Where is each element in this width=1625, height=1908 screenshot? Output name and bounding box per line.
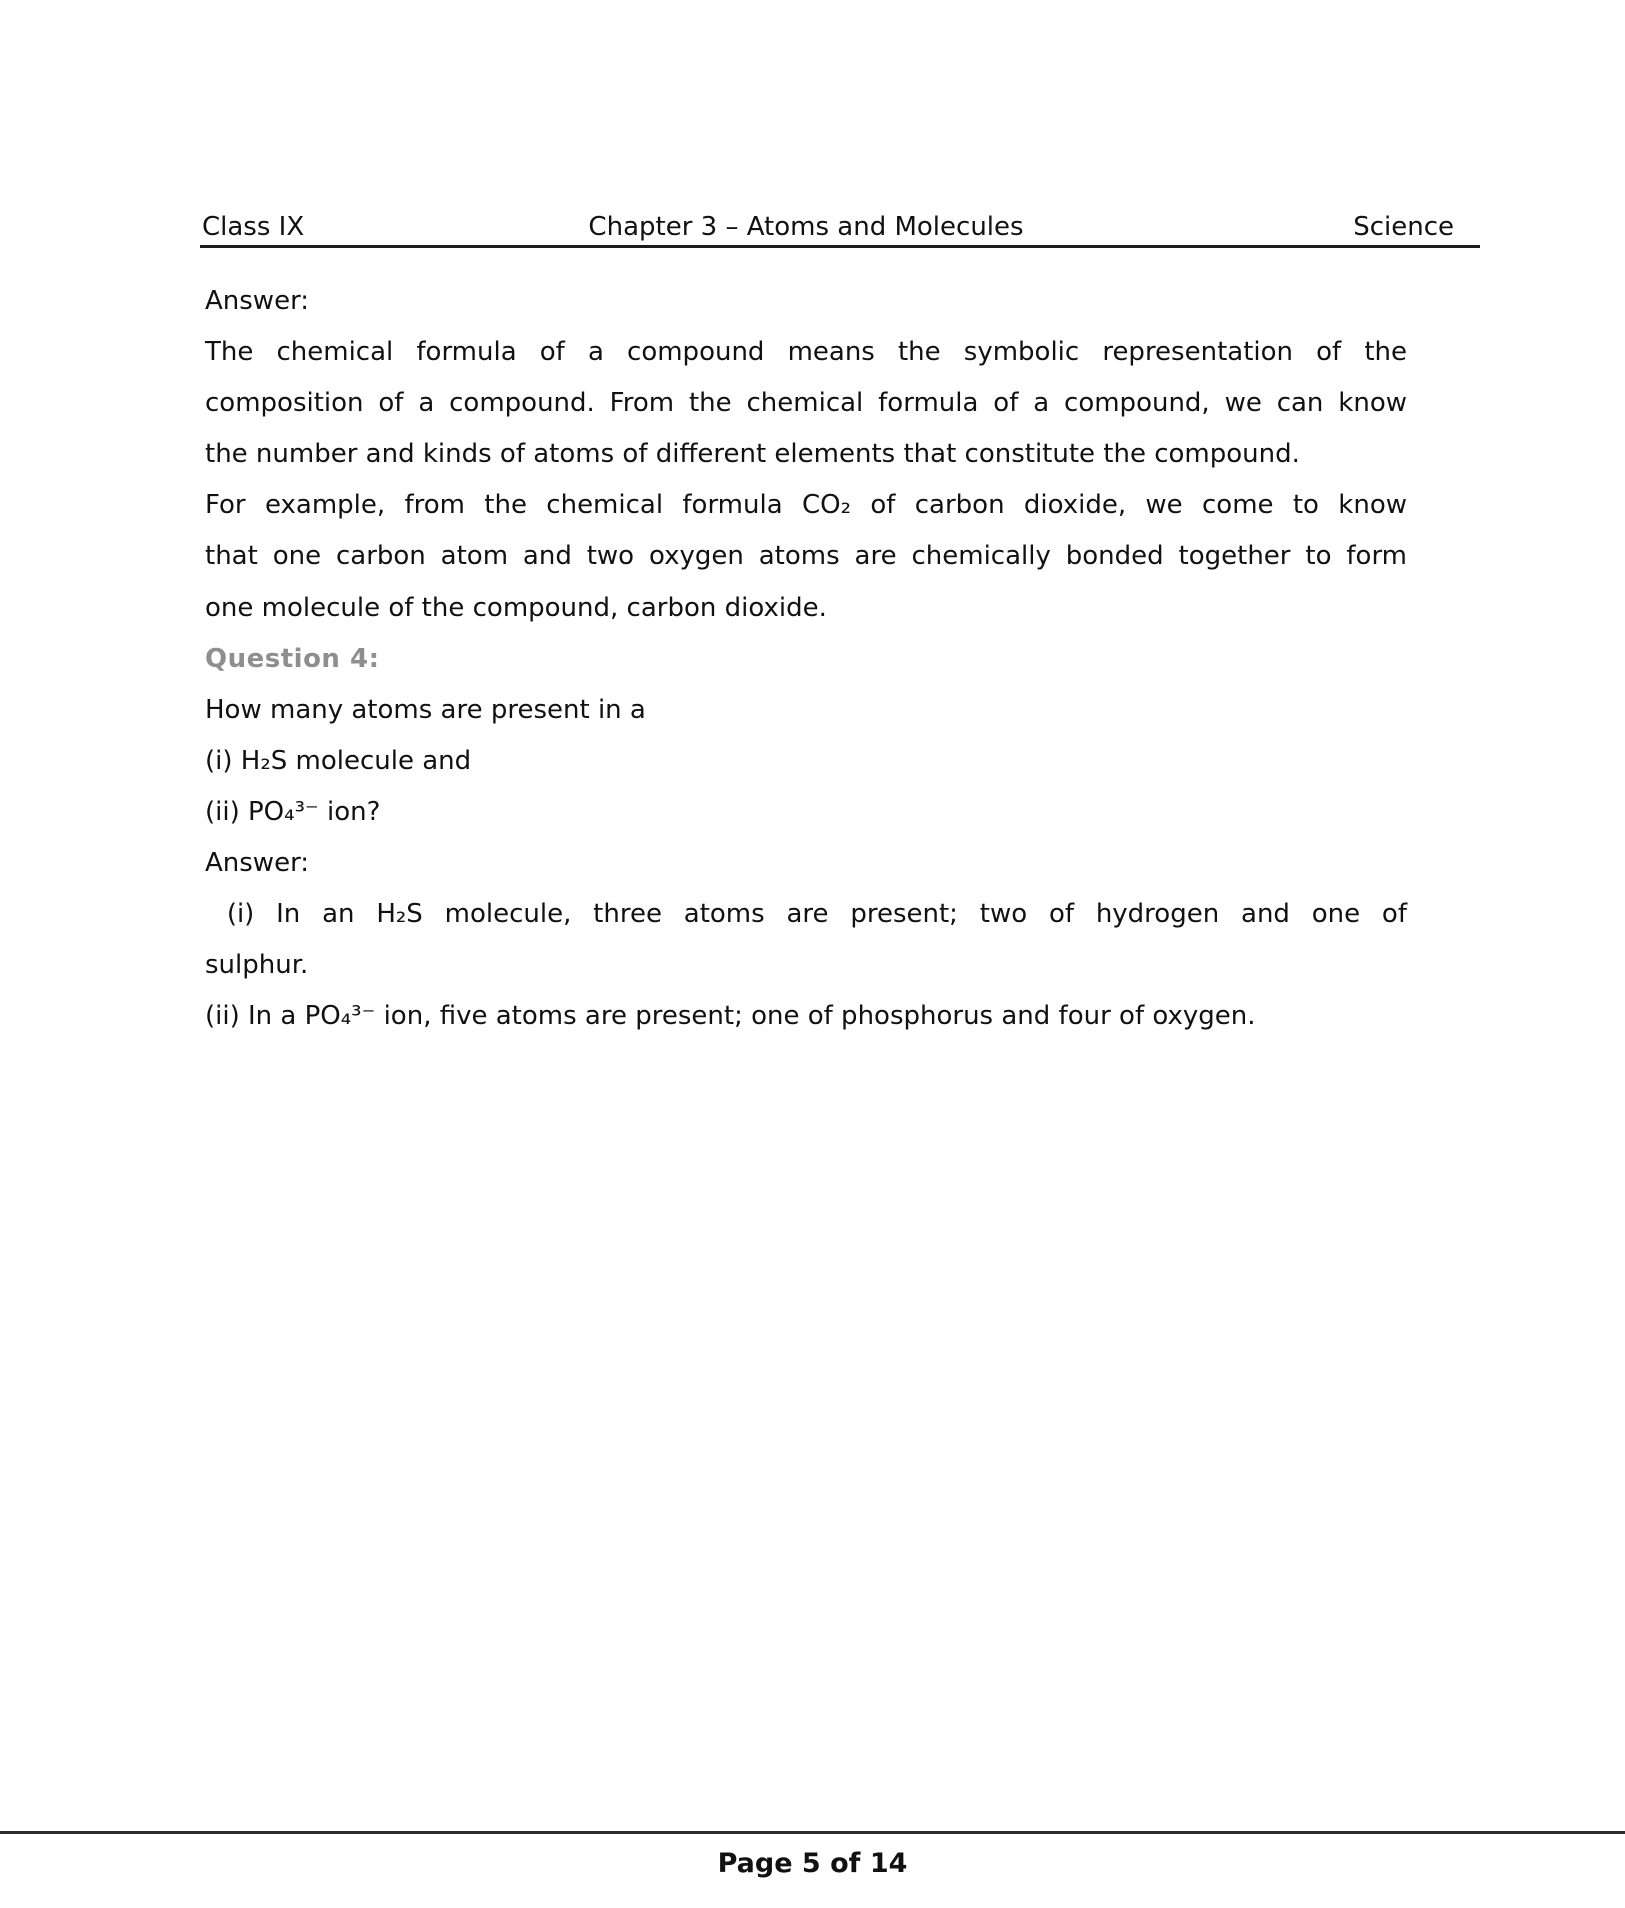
text-line: that one carbon atom and two oxygen atoms are chemically bonded together to form	[205, 541, 1407, 572]
header-class-label: Class IX	[202, 212, 305, 242]
header-subject-label: Science	[1353, 212, 1454, 242]
text-line: the number and kinds of atoms of different elements that constitute the compound.	[205, 439, 1300, 470]
page-number: Page 5 of 14	[717, 1848, 908, 1879]
page-header	[200, 209, 1480, 248]
text-line: For example, from the chemical formula CO₂ of carbon dioxide, we come to know	[205, 490, 1407, 521]
answer-text-line: (ii) In a PO₄³⁻ ion, five atoms are present; one of phosphorus and four of oxygen.	[205, 1001, 1256, 1032]
question-text-line: How many atoms are present in a	[205, 694, 646, 725]
question-4-heading: Question 4:	[205, 643, 380, 674]
answer-label: Answer:	[205, 848, 310, 879]
header-chapter-title: Chapter 3 – Atoms and Molecules	[588, 212, 1024, 242]
answer-text-line: (i) In an H₂S molecule, three atoms are present; two of hydrogen and one of	[205, 899, 1407, 930]
text-line: composition of a compound. From the chemical formula of a compound, we can know	[205, 388, 1407, 419]
document-body	[205, 276, 1407, 1042]
question-item-ii: (ii) PO₄³⁻ ion?	[205, 796, 381, 827]
text-line: one molecule of the compound, carbon dioxide.	[205, 592, 827, 623]
answer-label: Answer:	[205, 286, 310, 316]
question-item-i: (i) H₂S molecule and	[205, 745, 472, 776]
footer-divider	[0, 1831, 1625, 1834]
answer-text-line: sulphur.	[205, 950, 309, 981]
text-line: The chemical formula of a compound means the symbolic representation of the	[205, 337, 1407, 368]
